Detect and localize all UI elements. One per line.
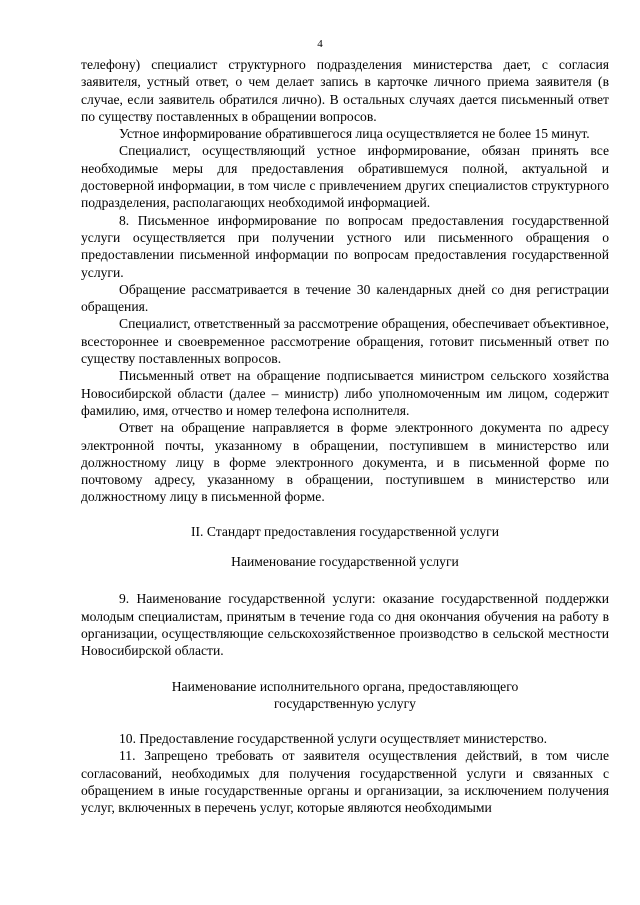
paragraph-item-8: 8. Письменное информирование по вопросам предоставления государственной услуги осуществляется при получении устного или письменного обращения о предоставлении письменной информации по вопросам предоставления государственной услуги.	[81, 212, 609, 280]
paragraph-item-9: 9. Наименование государственной услуги: оказание государственной поддержки молодым специалистам, принятым в течение года со дня окончания обучения на работу в организации, осуществляющие сельскохозяйственное производство в сельской местности Новосибирской области.	[81, 591, 609, 659]
paragraph: Устное информирование обратившегося лица осуществляется не более 15 минут.	[119, 126, 590, 142]
paragraph-item-10: 10. Предоставление государственной услуги осуществляет министерство.	[119, 731, 548, 747]
paragraph: Письменный ответ на обращение подписывается министром сельского хозяйства Новосибирской области (далее – министр) либо уполномоченным им лицом, содержит фамилию, имя, отчество и номер телефона исполнителя.	[81, 368, 609, 418]
paragraph-item-11: 11. Запрещено требовать от заявителя осуществления действий, в том числе согласований, необходимых для получения государственной услуги и связанных с обращением в иные государственные органы и организации, за исключением получения услуг, включенных в перечень услуг, которые являются необходимыми	[81, 748, 609, 816]
subheading-service-name: Наименование государственной услуги	[231, 554, 459, 570]
section-heading: II. Стандарт предоставления государственной услуги	[190, 523, 499, 539]
subheading-line-2: государственную услугу	[274, 695, 416, 711]
subheading-line-1: Наименование исполнительного органа, предоставляющего	[171, 678, 519, 694]
page-number: 4	[317, 38, 323, 50]
paragraph: Специалист, осуществляющий устное информирование, обязан принять все необходимые меры для предоставления обратившемуся полной, актуальной и достоверной информации, в том числе с привлечением других специалистов структурного подразделения, располагающих необходимой информацией.	[81, 143, 609, 211]
document-body	[81, 56, 609, 817]
paragraph-continuation: телефону) специалист структурного подразделения министерства дает, с согласия заявителя, устный ответ, о чем делает запись в карточке личного приема заявителя (в случае, если заявитель обратился лично). В остальных случаях дается письменный ответ по существу поставленных в обращении вопросов.	[81, 57, 609, 124]
paragraph: Ответ на обращение направляется в форме электронного документа по адресу электронной почты, указанному в обращении, поступившем в министерство или должностному лицу в форме электронного документа, и в письменной форме по почтовому адресу, указанному в обращении, поступившем в министерство или должностному лицу в письменной форме.	[81, 420, 609, 505]
paragraph: Специалист, ответственный за рассмотрение обращения, обеспечивает объективное, всестороннее и своевременное рассмотрение обращения, готовит письменный ответ по существу поставленных вопросов.	[81, 316, 609, 367]
subheading-executive-body	[81, 678, 609, 713]
paragraph: Обращение рассматривается в течение 30 календарных дней со дня регистрации обращения.	[81, 281, 609, 315]
